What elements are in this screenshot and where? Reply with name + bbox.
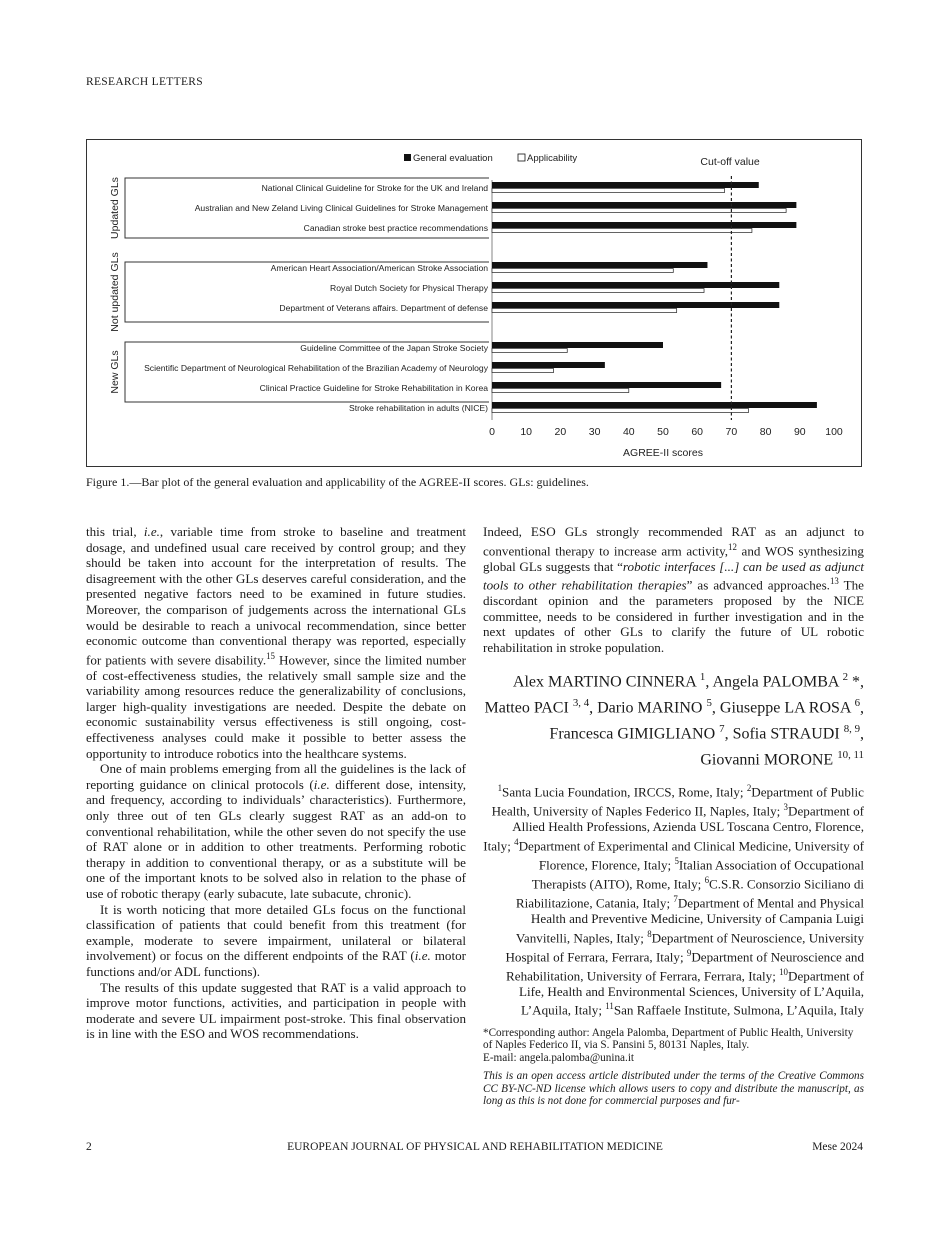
text-run: Matteo PACI [484,699,573,717]
text-run: Alex MARTINO CINNERA [512,673,700,691]
group-label: Updated GLs [109,177,121,239]
italic-run: i.e. [414,948,431,964]
x-tick-label: 100 [825,426,843,438]
superscript: 10, 11 [837,748,864,761]
category-label: National Clinical Guideline for Stroke for the UK and Ireland [261,183,488,193]
text-run: San Raffaele Institute, Sulmona, L’Aquila, Italy [613,1002,864,1018]
italic-run: i.e. [313,776,330,792]
text-run: motor functions and/or ADL functions). [86,948,466,979]
text-run: It is worth noticing that more detailed GLs focus on the functional classification of patients that could benefit from this treatment (for example, moderate to severe impairment, unilateral or bilateral involvement) or focus on the different endpoints of the RAT ( [86,901,466,964]
text-run: , Angela PALOMBA [705,673,843,691]
x-axis-title: AGREE-II scores [623,447,703,459]
category-label: Clinical Practice Guideline for Stroke Rehabilitation in Korea [259,383,488,393]
superscript: 8, 9 [843,723,860,736]
text-run: Department of Life, Health and Environmental Sciences, University of L’Aquila, L’Aquila, Italy; [519,968,864,1018]
italic-run: robotic interfaces [...] can be used as adjunct tools to other rehabilitation therapies [483,558,864,593]
category-label: Guideline Committee of the Japan Stroke Society [300,343,488,353]
corresponding-author [483,1027,864,1065]
text-run: ” as advanced approaches. [686,577,830,593]
category-label: Australian and New Zeland Living Clinical Guidelines for Stroke Management [194,203,488,213]
superscript: 1 [497,782,503,793]
text-run: , [860,725,864,743]
body-paragraph [86,902,466,980]
text-run: this trial, [86,524,144,539]
bar-general [492,202,796,208]
group-label: New GLs [109,350,121,394]
text-run: , [860,699,864,717]
superscript: 2 [746,782,752,793]
bar-applicability [492,269,673,273]
superscript: 5 [706,697,712,710]
text-run: Santa Lucia Foundation, IRCCS, Rome, Italy; [502,784,747,800]
text-run: Department of Mental and Physical Health and Preventive Medicine, University of Campania Luigi Vanvitelli, Naples, Italy; [515,895,864,945]
body-paragraph [86,980,466,1042]
text-run: different dose, intensity, and frequency, according to individuals’ characteristics). Furthermore, only three out of ten GLs clearly suggest RAT as an add-on to conventional rehabilitation, while the other seven do not specify the use of RAT alone or in addition to other treatments. Performing robotic therapy in addition to conventional therapy, or as a substitute will be one of the important knots to be solved also in relation to the phase of use of robotic therapy (early subacute, late subacute, chronic). [86,776,466,902]
bar-general [492,342,663,348]
category-label: Scientific Department of Neurological Rehabilitation of the Brazilian Academy of Neurology [144,363,488,373]
superscript: 8 [647,928,652,939]
text-run: Department of Experimental and Clinical Medicine, University of Florence, Florence, Italy; [518,837,864,873]
x-tick-label: 10 [520,426,533,438]
bar-general [492,222,796,228]
author-list [483,667,864,770]
superscript: 3 [783,801,788,812]
legend-swatch-applicability [518,154,525,161]
text-run: Department of Neuroscience and Rehabilitation, University of Ferrara, Ferrara, Italy; [506,948,864,984]
superscript: 5 [674,855,679,866]
bar-chart [87,140,863,468]
x-tick-label: 30 [588,426,601,438]
italic-run: i.e. [143,524,160,539]
text-run: However, since the limited number of cost-effectiveness studies, the relatively small sample size and the variability among resources reduce the generalizability of conclusions, larger high-quality investigations are needed. Despite the debate on economic sustainability versus effectiveness is still ongoing, cost-effectiveness analyses could make it possible to better assess the opportunity to introduce robotics into the healthcare systems. [86,652,466,761]
text-run: Department of Public Health, University of Naples Federico II, Naples, Italy; [491,784,864,819]
x-tick-label: 70 [725,426,738,438]
x-tick-label: 90 [793,426,806,438]
affiliations [483,781,864,1019]
text-run: Indeed, ESO GLs strongly recommended RAT as an adjunct to conventional therapy to increase arm activity, [483,524,864,558]
superscript: 13 [829,576,839,587]
bar-general [492,182,759,188]
text-run: Italian Association of Occupational Therapists (AITO), Rome, Italy; [531,857,864,892]
category-label: Royal Dutch Society for Physical Therapy [330,283,488,293]
text-run: E-mail: angela.palomba@unina.it [483,1051,635,1064]
superscript: 10 [779,966,788,977]
bar-general [492,402,817,408]
issue-date: Mese 2024 [812,1141,863,1153]
body-paragraph [86,524,466,761]
superscript: 11 [605,1001,614,1012]
x-tick-label: 0 [489,426,495,438]
body-left-column [86,524,466,1042]
text-run: The results of this update suggested that RAT is a valid approach to improve motor functions, activities, and participation in people with moderate and severe UL impairment post-stroke. This final observation is in line with the ESO and WOS recommendations. [86,979,466,1042]
bar-applicability [492,369,554,373]
superscript: 1 [699,671,706,684]
figure-caption: Figure 1.—Bar plot of the general evaluation and applicability of the AGREE-II scores. GLs: guidelines. [86,475,589,489]
x-tick-label: 50 [657,426,669,438]
text-run: The discordant opinion and the parameters proposed by the NICE committee, needs to be considered in further investigation and in the next updates of other GLs to clarify the future of UL robotic rehabilitation in stroke population. [483,577,864,655]
bar-general [492,262,707,268]
bar-general [492,382,721,388]
superscript: 3, 4 [572,697,590,710]
superscript: 15 [266,650,275,661]
page-number: 2 [86,1141,92,1153]
legend-applicability: Applicability [527,153,578,164]
journal-name: EUROPEAN JOURNAL OF PHYSICAL AND REHABILITATION MEDICINE [287,1141,663,1153]
superscript: 6 [854,697,860,710]
text-run: *Corresponding author: Angela Palomba, Department of Public Health, University of Naples Federico II, via S. Pansini 5, 80131 Naples, Italy. [483,1026,854,1052]
x-tick-label: 20 [554,426,567,438]
bar-general [492,362,605,368]
bar-applicability [492,229,752,233]
superscript: 2 [842,671,848,684]
running-head: RESEARCH LETTERS [86,76,203,88]
group-label: Not updated GLs [109,252,121,332]
text-run: , Sofia STRAUDI [724,725,844,743]
text-run: *, [848,673,864,691]
text-run: Giovanni MORONE [700,751,838,769]
legend-general: General evaluation [413,153,493,164]
category-label: Department of Veterans affairs. Department of defense [279,303,488,313]
x-tick-label: 80 [759,426,772,438]
x-tick-label: 40 [622,426,635,438]
category-label: Canadian stroke best practice recommendations [303,223,488,233]
superscript: 12 [728,541,737,552]
body-right-column [483,524,864,1108]
body-paragraph [86,761,466,901]
figure-1 [86,139,862,467]
bar-applicability [492,189,725,193]
x-tick-label: 60 [691,426,704,438]
superscript: 6 [704,874,710,885]
body-paragraph [483,524,864,655]
bar-general [492,282,779,288]
cutoff-label: Cut-off value [700,156,760,168]
text-run: and WOS synthesizing global GLs suggests that “ [483,542,864,574]
text-run: Department of Neuroscience, University Hospital of Ferrara, Ferrara, Italy; [505,929,864,964]
category-label: Stroke rehabilitation in adults (NICE) [349,403,488,413]
bar-applicability [492,389,629,393]
superscript: 9 [686,947,692,958]
text-run: One of main problems emerging from all the guidelines is the lack of reporting guidance on clinical protocols ( [86,761,466,792]
bar-applicability [492,289,704,293]
legend-swatch-general [404,154,411,161]
bar-general [492,302,779,308]
bar-applicability [492,309,677,313]
text-run: , variable time from stroke to baseline and treatment dosage, and undefined usual care received by control group; and they should be taken into account for the interpretation of results. The disagreement with the other GLs deserves careful consideration, and the presented negative factors need to be examined in future studies. Moreover, the comparison of judgements across the international GLs would be desirable to reach a univocal recommendation, since better economic outcome than conventional therapy was reported, especially for patients with severe disability. [86,524,466,668]
text-run: Department of Allied Health Professions, Azienda USL Toscana Centro, Florence, Italy; [483,803,864,853]
superscript: 7 [719,723,725,736]
bar-applicability [492,349,567,353]
category-label: American Heart Association/American Stroke Association [270,263,488,273]
bar-applicability [492,409,749,413]
text-run: Francesca GIMIGLIANO [549,725,720,743]
license-note: This is an open access article distributed under the terms of the Creative Commons CC BY-NC-ND license which allows users to copy and distribute the manuscript, as long as this is not done for commercial purposes and fur- [483,1070,864,1108]
text-run: , Giuseppe LA ROSA [711,699,855,717]
superscript: 7 [673,893,678,904]
superscript: 4 [514,836,519,847]
bar-applicability [492,209,786,213]
text-run: C.S.R. Consorzio Siciliano di Riabilitazione, Catania, Italy; [515,876,864,911]
text-run: , Dario MARINO [589,699,707,717]
